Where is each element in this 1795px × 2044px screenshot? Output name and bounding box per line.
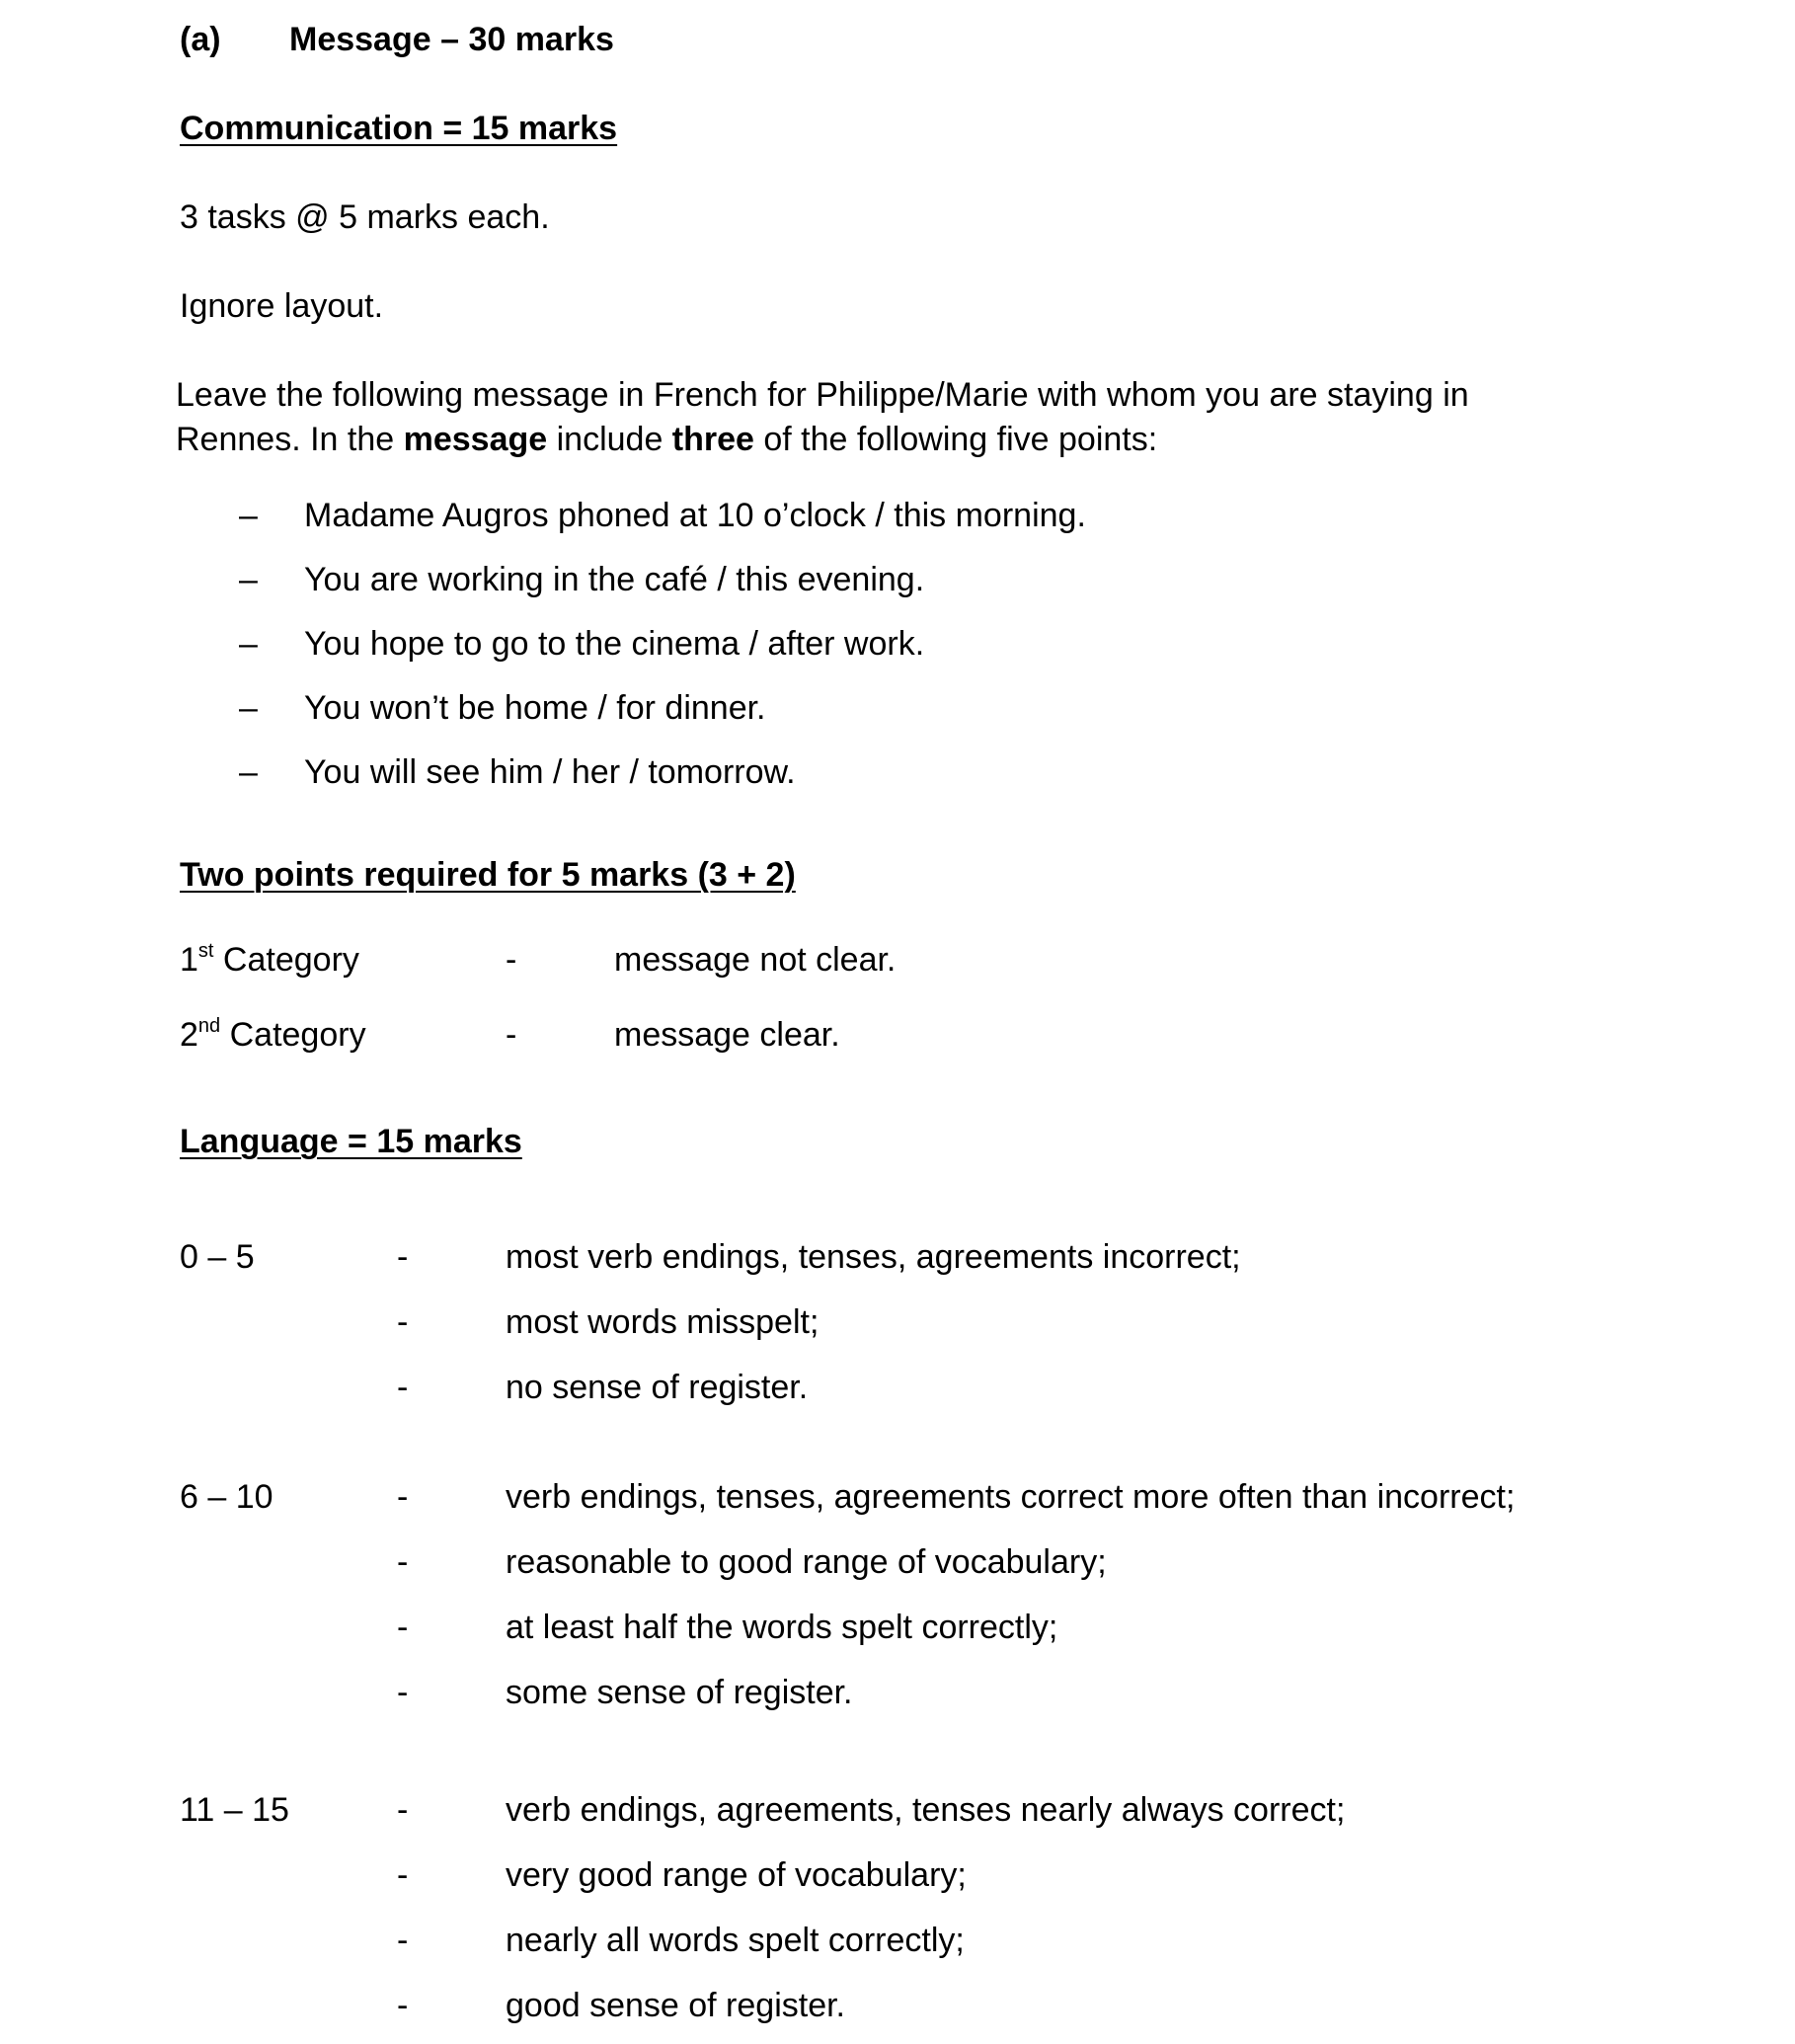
section-title: Message – 30 marks	[289, 21, 614, 58]
criterion-dash: -	[397, 1856, 409, 1894]
category-label	[180, 940, 359, 981]
section-label: (a)	[180, 21, 221, 58]
category-description: message clear.	[614, 1016, 840, 1054]
band-range: 0 – 5	[180, 1238, 255, 1276]
instruction-text: of the following five points:	[753, 421, 1158, 458]
category-ordinal: st	[197, 940, 214, 962]
bullet-marker: –	[239, 753, 258, 791]
instruction-line-1: Leave the following message in French for Philippe/Marie with whom you are staying in	[176, 376, 1469, 414]
band-criterion: verb endings, tenses, agreements correct more often than incorrect;	[506, 1478, 1516, 1516]
criterion-dash: -	[397, 1922, 409, 1959]
list-item: You will see him / her / tomorrow.	[304, 753, 796, 791]
band-criterion: no sense of register.	[506, 1369, 809, 1406]
category-dash: -	[506, 1016, 517, 1054]
criterion-dash: -	[397, 1791, 409, 1829]
category-dash: -	[506, 941, 517, 979]
list-item: You won’t be home / for dinner.	[304, 689, 766, 727]
category-description: message not clear.	[614, 941, 897, 979]
bullet-marker: –	[239, 561, 258, 598]
instruction-emphasis-three: three	[671, 421, 754, 458]
band-criterion: nearly all words spelt correctly;	[506, 1922, 965, 1959]
bullet-marker: –	[239, 625, 258, 663]
list-item: You are working in the café / this evening.	[304, 561, 925, 598]
language-heading: Language = 15 marks	[180, 1123, 522, 1160]
list-item: You hope to go to the cinema / after work.	[304, 625, 925, 663]
band-criterion: very good range of vocabulary;	[506, 1856, 967, 1894]
layout-note: Ignore layout.	[180, 287, 384, 325]
band-criterion: most words misspelt;	[506, 1303, 819, 1341]
band-criterion: verb endings, agreements, tenses nearly always correct;	[506, 1791, 1346, 1829]
instruction-emphasis-message: message	[403, 421, 548, 458]
band-criterion: some sense of register.	[506, 1674, 853, 1711]
tasks-note: 3 tasks @ 5 marks each.	[180, 198, 550, 236]
band-range: 6 – 10	[180, 1478, 273, 1516]
band-criterion: reasonable to good range of vocabulary;	[506, 1543, 1107, 1581]
criterion-dash: -	[397, 1369, 409, 1406]
criterion-dash: -	[397, 1543, 409, 1581]
category-number: 2	[180, 1016, 198, 1054]
criterion-dash: -	[397, 1609, 409, 1646]
bullet-marker: –	[239, 689, 258, 727]
criterion-dash: -	[397, 1674, 409, 1711]
communication-heading: Communication = 15 marks	[180, 110, 618, 147]
instruction-text: Rennes. In the	[176, 421, 404, 458]
category-word: Category	[220, 1016, 366, 1054]
band-range: 11 – 15	[180, 1791, 289, 1829]
criterion-dash: -	[397, 1478, 409, 1516]
band-criterion: good sense of register.	[506, 1987, 846, 2024]
category-ordinal: nd	[197, 1015, 221, 1037]
category-number: 1	[180, 941, 198, 979]
instruction-line-2	[176, 420, 1157, 460]
category-word: Category	[213, 941, 359, 979]
list-item: Madame Augros phoned at 10 o’clock / this morning.	[304, 497, 1086, 534]
criterion-dash: -	[397, 1987, 409, 2024]
band-criterion: at least half the words spelt correctly;	[506, 1609, 1058, 1646]
criterion-dash: -	[397, 1238, 409, 1276]
instruction-text: include	[547, 421, 672, 458]
band-criterion: most verb endings, tenses, agreements incorrect;	[506, 1238, 1241, 1276]
category-label	[180, 1015, 366, 1056]
bullet-marker: –	[239, 497, 258, 534]
criterion-dash: -	[397, 1303, 409, 1341]
two-points-heading: Two points required for 5 marks (3 + 2)	[180, 856, 796, 894]
